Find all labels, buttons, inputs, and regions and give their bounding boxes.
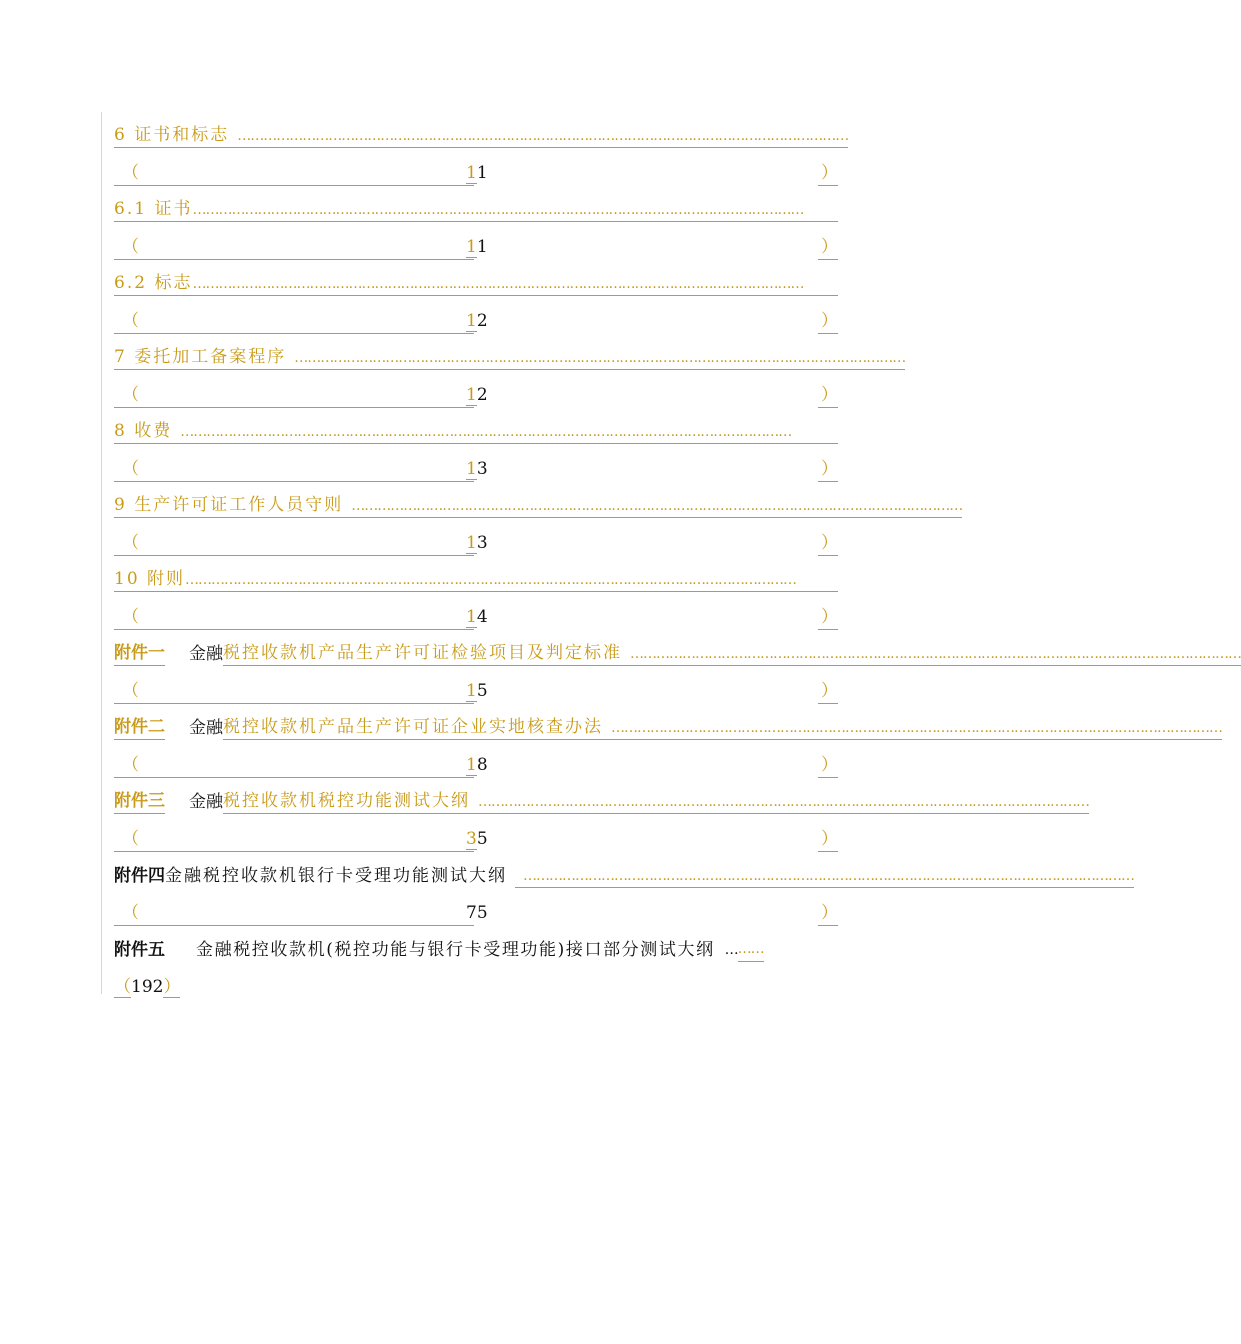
annex-label: 附件五 [114, 940, 165, 960]
annex-prefix: 金融 [189, 644, 223, 664]
dot-leader: …………………………………………………………………………………………………………………………… [286, 347, 905, 370]
dot-leader: …………………………………………………………………………………………………………………………… [622, 643, 1241, 666]
page-number: 14 [466, 607, 488, 627]
annex-label[interactable]: 附件一 [114, 641, 165, 666]
toc-entry-title-row[interactable] [114, 340, 906, 377]
close-paren: ） [818, 235, 838, 260]
close-paren: ） [818, 679, 838, 704]
close-paren: ） [818, 383, 838, 408]
toc-entry-page-row [114, 377, 838, 414]
annex-title[interactable]: 税控收款机产品生产许可证检验项目及判定标准 [223, 641, 622, 666]
open-paren: （ [114, 827, 474, 852]
toc-annex-title-row[interactable] [114, 784, 1089, 821]
close-paren: ） [818, 161, 838, 186]
dot-leader: …………………………………………………………………………………………………………………………… [229, 125, 848, 148]
dot-leader: …………………………………………………………………………………………………………………………… [603, 717, 1222, 740]
close-paren: ） [163, 977, 181, 997]
page-number: 12 [466, 385, 488, 405]
close-paren: ） [818, 457, 838, 482]
page-number: 18 [466, 755, 488, 775]
open-paren: （ [114, 309, 474, 334]
open-paren: （ [114, 531, 474, 556]
page-number: 35 [466, 829, 488, 849]
close-paren: ） [818, 309, 838, 334]
dot-leader: … [724, 942, 738, 958]
toc-entry-title-row[interactable] [114, 562, 838, 599]
dot-leader: …………………………………………………………………………………………………………………………… [192, 199, 838, 222]
toc-entry-page-row [114, 525, 838, 562]
close-paren: ） [818, 827, 838, 852]
toc-annex-title-row[interactable] [114, 710, 1222, 747]
close-paren: ） [818, 531, 838, 556]
dot-leader: …………………………………………………………………………………………………………………………… [343, 495, 962, 518]
toc-entry-title-row[interactable] [114, 414, 838, 451]
toc-annex-page-row [114, 673, 838, 710]
open-paren: （ [114, 901, 474, 926]
toc-entry-title[interactable]: 9 生产许可证工作人员守则 [114, 493, 343, 518]
dot-leader: …………………………………………………………………………………………………………………………… [192, 273, 838, 296]
open-paren: （ [114, 161, 474, 186]
open-paren: （ [114, 605, 474, 630]
toc-annex-title-row[interactable] [114, 858, 1134, 895]
annex-label: 附件四 [114, 866, 165, 886]
annex-label[interactable]: 附件二 [114, 715, 165, 740]
dot-leader: …………………………………………………………………………………………………………………………… [470, 791, 1089, 814]
toc-entry-title[interactable]: 6.1 证书 [114, 197, 192, 222]
open-paren: （ [114, 457, 474, 482]
dot-leader: …………………………………………………………………………………………………………………………… [172, 421, 838, 444]
toc-entry-title-row[interactable] [114, 266, 838, 303]
toc-entry-page-row [114, 155, 838, 192]
annex-title[interactable]: 税控收款机税控功能测试大纲 [223, 789, 470, 814]
page-number: 12 [466, 311, 488, 331]
toc-entry-title[interactable]: 7 委托加工备案程序 [114, 345, 286, 370]
annex-prefix: 金融 [189, 718, 223, 738]
open-paren: （ [114, 679, 474, 704]
toc-entry-page-row [114, 229, 838, 266]
toc-entry-title-row[interactable] [114, 488, 963, 525]
open-paren: （ [114, 383, 474, 408]
page-number: 15 [466, 681, 488, 701]
toc-entry-page-row [114, 451, 838, 488]
page-number: 13 [466, 533, 488, 553]
annex-prefix: 金融 [189, 792, 223, 812]
toc-entry-title-row[interactable] [114, 192, 838, 229]
toc-entry-page-row [114, 599, 838, 636]
toc-entry-title-row[interactable] [114, 118, 849, 155]
toc-annex-page-row [114, 821, 838, 858]
dot-leader: …………………………………………………………………………………………………………………………… [185, 569, 838, 592]
close-paren: ） [818, 901, 838, 926]
annex-title: 金融税控收款机(税控功能与银行卡受理功能)接口部分测试大纲 [196, 940, 715, 960]
close-paren: ） [818, 753, 838, 778]
page-margin-line [101, 112, 102, 994]
toc-annex-page-row [114, 969, 838, 1003]
open-paren: （ [114, 977, 131, 997]
toc-annex-page-row [114, 747, 838, 784]
dot-leader: …………………………………………………………………………………………………………………………… [515, 865, 1134, 888]
page-number: 192 [131, 977, 164, 997]
toc-entry-title[interactable]: 8 收费 [114, 419, 172, 444]
page-number: 11 [466, 163, 488, 183]
table-of-contents [114, 118, 1241, 1003]
close-paren: ） [818, 605, 838, 630]
toc-entry-title[interactable]: 6 证书和标志 [114, 123, 229, 148]
page-number: 13 [466, 459, 488, 479]
toc-annex-page-row [114, 895, 838, 932]
dot-leader-underlined: …… [738, 937, 764, 962]
toc-annex-title-row[interactable] [114, 636, 1241, 673]
toc-entry-title[interactable]: 10 附则 [114, 567, 185, 592]
annex-title: 金融税控收款机银行卡受理功能测试大纲 [165, 866, 507, 886]
annex-title[interactable]: 税控收款机产品生产许可证企业实地核查办法 [223, 715, 603, 740]
page-number: 75 [466, 903, 488, 923]
page-number: 11 [466, 237, 488, 257]
annex-label[interactable]: 附件三 [114, 789, 165, 814]
toc-annex-title-row[interactable] [114, 932, 838, 969]
toc-entry-title[interactable]: 6.2 标志 [114, 271, 192, 296]
toc-entry-page-row [114, 303, 838, 340]
open-paren: （ [114, 235, 474, 260]
open-paren: （ [114, 753, 474, 778]
